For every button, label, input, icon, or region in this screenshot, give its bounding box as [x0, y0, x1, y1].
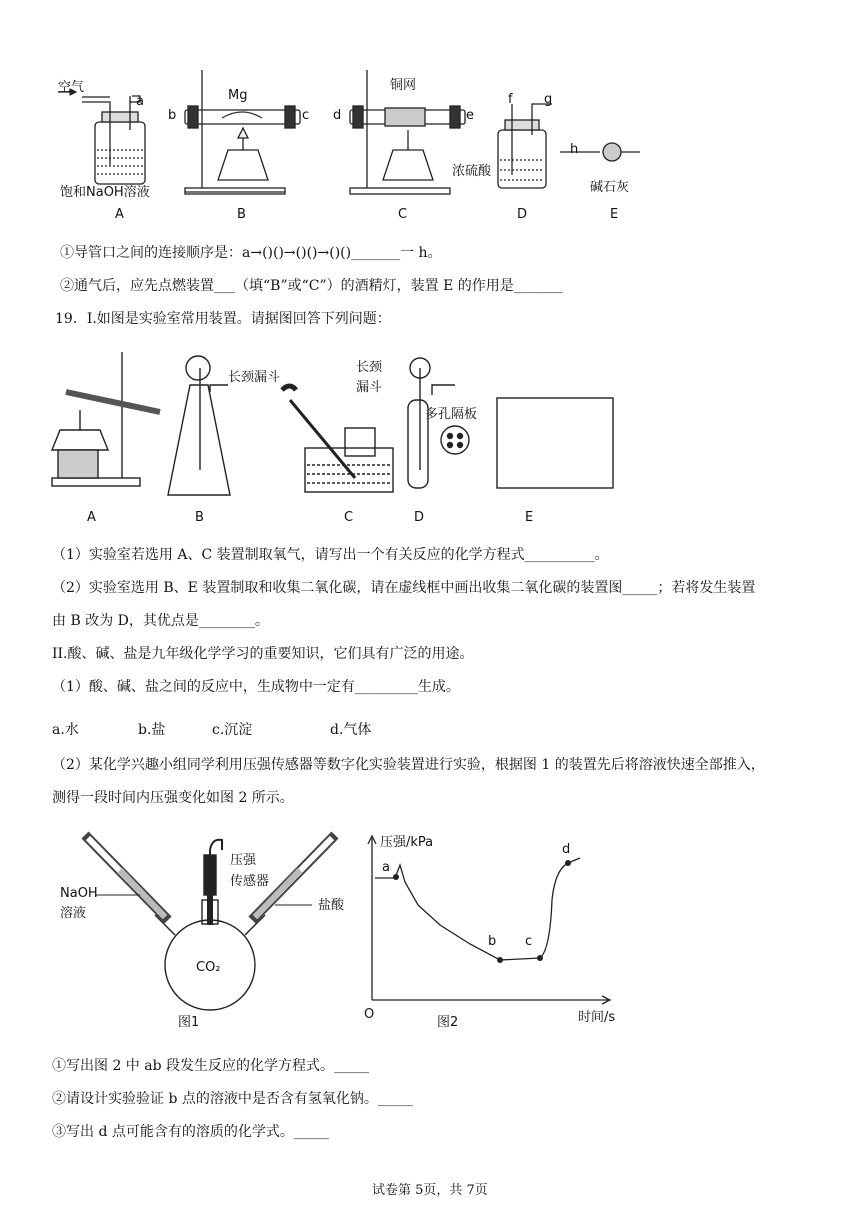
label-q19-B: B [195, 510, 204, 525]
label-d: d [333, 108, 342, 123]
q19-part2: II.酸、碱、盐是九年级化学学习的重要知识，它们具有广泛的用途。 [52, 646, 474, 662]
label-point-d: d [562, 842, 571, 857]
label-mg: Mg [228, 88, 248, 103]
q19-p3: （1）酸、碱、盐之间的反应中，生成物中一定有_________生成。 [52, 679, 460, 695]
label-q19-C: C [344, 510, 354, 525]
label-q19-D: D [414, 510, 425, 525]
label-point-b: b [488, 934, 497, 949]
label-long-funnel-b: 长颈漏斗 [228, 370, 281, 385]
label-c: c [302, 108, 310, 123]
label-naoh-solution: 饱和NaOH溶液 [60, 185, 150, 200]
label-f: f [508, 92, 513, 107]
q19-sub2: ②请设计实验验证 b 点的溶液中是否含有氢氧化钠。_____ [52, 1091, 413, 1107]
label-q19-A: A [87, 510, 96, 525]
point-a [393, 874, 399, 880]
label-point-c: c [525, 934, 533, 949]
label-conc-h2so4: 浓硫酸 [452, 164, 492, 179]
label-naoh-1: NaOH [60, 886, 98, 901]
label-naoh-2: 溶液 [60, 906, 87, 921]
q19-sub1: ①写出图 2 中 ab 段发生反应的化学方程式。_____ [52, 1058, 370, 1074]
label-g: g [544, 92, 553, 107]
label-a: a [136, 94, 144, 109]
figure1-caption: 图1 [178, 1015, 200, 1030]
q19-sub3: ③写出 d 点可能含有的溶质的化学式。_____ [52, 1124, 329, 1140]
label-co2: CO₂ [196, 960, 221, 975]
label-C: C [398, 207, 408, 222]
y-axis-label: 压强/kPa [380, 835, 434, 850]
point-c [537, 955, 543, 961]
origin-label: O [364, 1007, 375, 1022]
q19-p4b: 测得一段时间内压强变化如图 2 所示。 [52, 790, 294, 806]
label-E: E [610, 207, 619, 222]
q19-intro: 19．I.如图是实验室常用装置。请据图回答下列问题： [55, 311, 391, 327]
label-funnel-d1: 长颈 [356, 360, 383, 375]
option-a: a.水 [52, 722, 79, 738]
option-d: d.气体 [330, 722, 372, 738]
point-d [565, 860, 571, 866]
label-funnel-d2: 漏斗 [356, 380, 383, 395]
q18-line1: ①导管口之间的连接顺序是：a→()()→()()→()()_______一 h。 [60, 245, 442, 261]
label-A: A [115, 207, 124, 222]
x-axis-label: 时间/s [578, 1010, 616, 1025]
label-sensor-1: 压强 [230, 853, 257, 868]
q19-p4a: （2）某化学兴趣小组同学利用压强传感器等数字化实验装置进行实验，根据图 1 的装置先后将溶液快速全部推入， [52, 757, 765, 773]
label-air: 空气 [58, 80, 85, 95]
pressure-curve [375, 858, 580, 960]
label-B: B [237, 207, 246, 222]
label-hcl: 盐酸 [318, 898, 345, 913]
q19-p1: （1）实验室若选用 A、C 装置制取氧气，请写出一个有关反应的化学方程式__________。 [52, 547, 609, 563]
page-footer: 试卷第 5页，共 7页 [372, 1183, 488, 1198]
label-sensor-2: 传感器 [230, 874, 270, 889]
point-b [497, 957, 503, 963]
label-b: b [168, 108, 177, 123]
label-h: h [570, 142, 579, 157]
figure2-caption: 图2 [437, 1015, 459, 1030]
q18-line2: ②通气后，应先点燃装置___（填“B”或“C”）的酒精灯，装置 E 的作用是_______ [60, 278, 563, 294]
label-point-a: a [382, 860, 390, 875]
q19-p2b: 由 B 改为 D，其优点是________。 [52, 613, 269, 629]
option-b: b.盐 [138, 722, 166, 738]
q19-p2a: （2）实验室选用 B、E 装置制取和收集二氧化碳，请在虚线框中画出收集二氧化碳的装置图_____；若将发生装置 [52, 580, 756, 596]
label-e: e [466, 108, 474, 123]
label-q19-E: E [525, 510, 534, 525]
label-porous-plate: 多孔隔板 [425, 407, 478, 422]
label-D: D [517, 207, 528, 222]
option-c: c.沉淀 [212, 722, 253, 738]
label-soda-lime: 碱石灰 [590, 180, 630, 195]
label-copper-mesh: 铜网 [390, 78, 417, 93]
